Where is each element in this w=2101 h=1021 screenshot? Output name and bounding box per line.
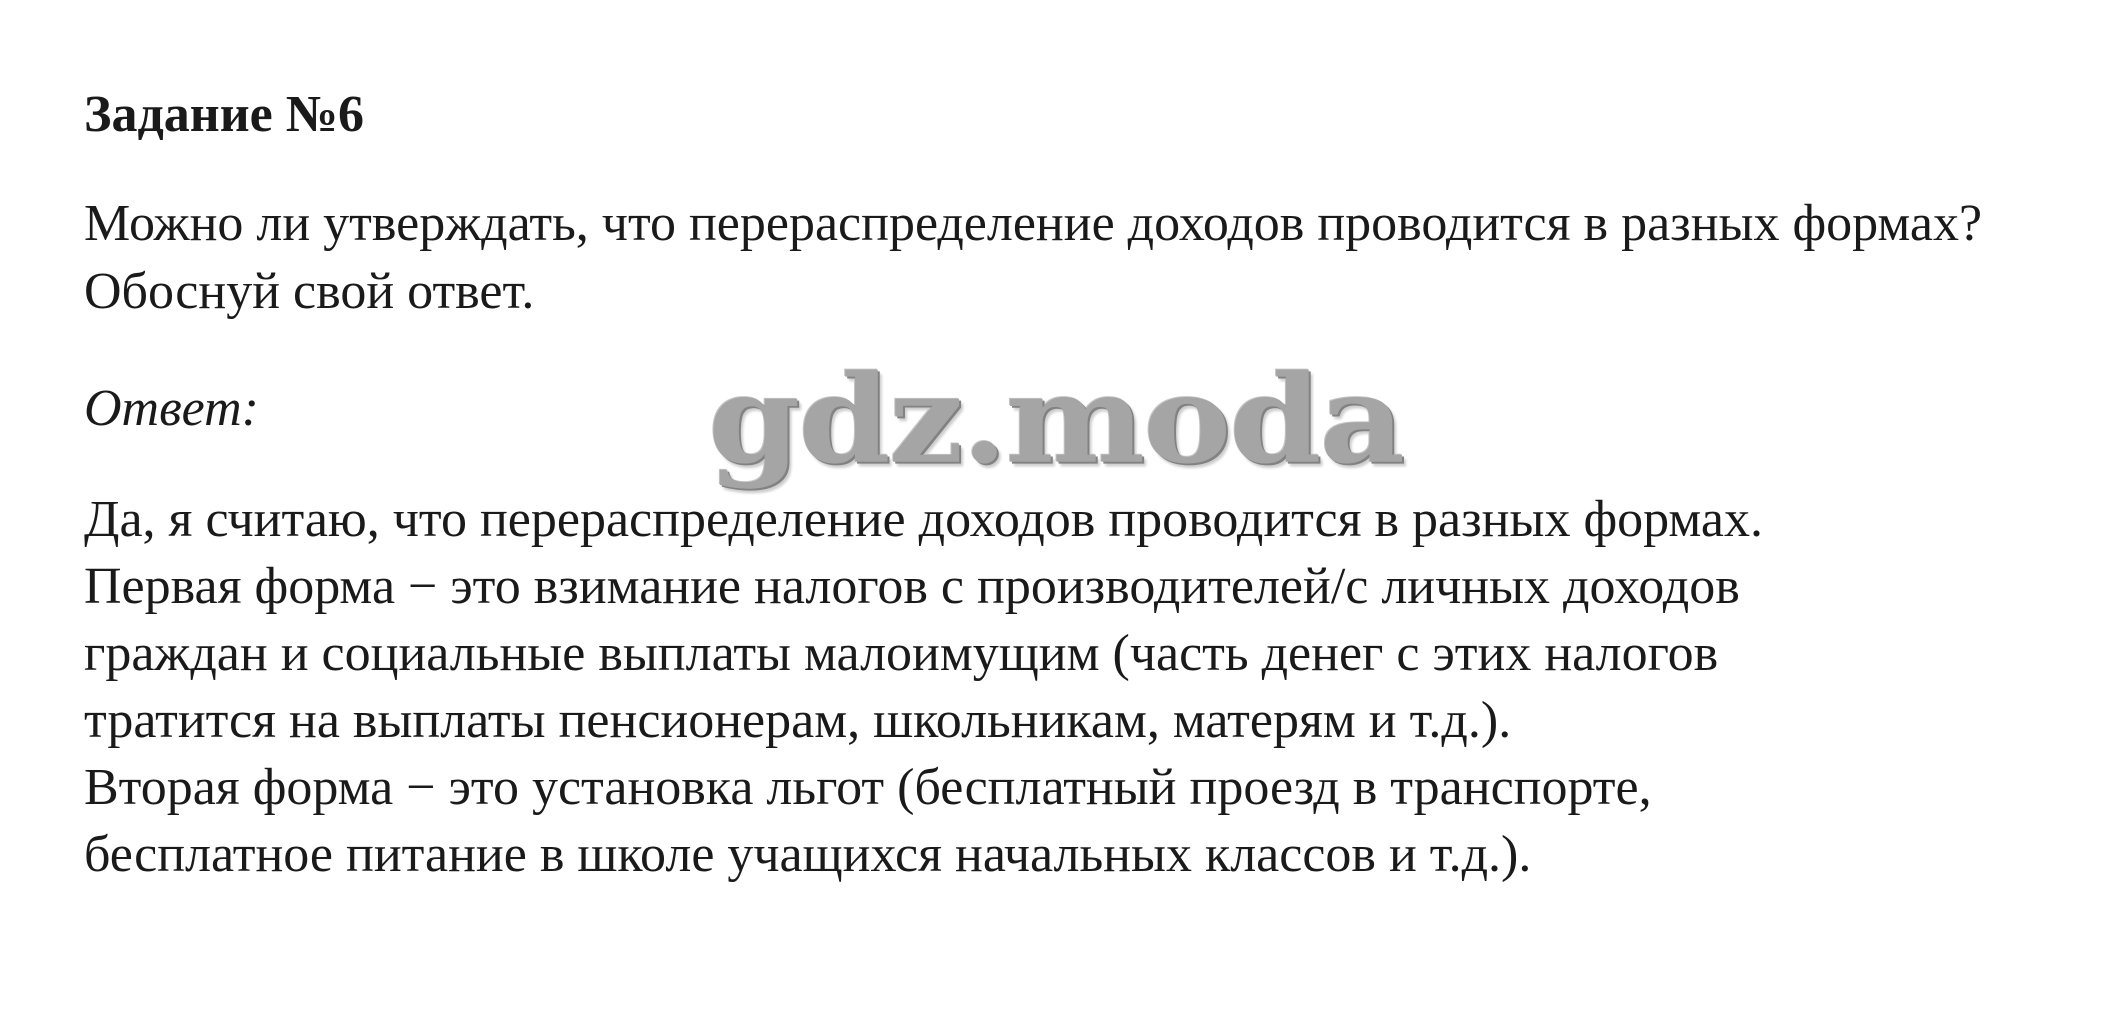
task-question: Можно ли утверждать, что перераспределение доходов проводится в разных формах? Обоснуй свой ответ.	[84, 195, 1983, 320]
answer-line: тратится на выплаты пенсионерам, школьникам, матерям и т.д.).	[84, 692, 1512, 749]
answer-line: Да, я считаю, что перераспределение доходов проводится в разных формах.	[84, 491, 1763, 548]
answer-line: граждан и социальные выплаты малоимущим (часть денег с этих налогов	[84, 625, 1719, 682]
answer-line: бесплатное питание в школе учащихся начальных классов и т.д.).	[84, 826, 1532, 883]
task-title: Задание №6	[84, 86, 365, 143]
watermark-logo: gdz.moda	[708, 348, 1404, 492]
answer-label: Ответ:	[84, 380, 259, 437]
answer-line: Вторая форма − это установка льгот (бесплатный проезд в транспорте,	[84, 759, 1652, 816]
answer-line: Первая форма − это взимание налогов с производителей/с личных доходов	[84, 558, 1740, 615]
answer-text	[84, 486, 2064, 888]
